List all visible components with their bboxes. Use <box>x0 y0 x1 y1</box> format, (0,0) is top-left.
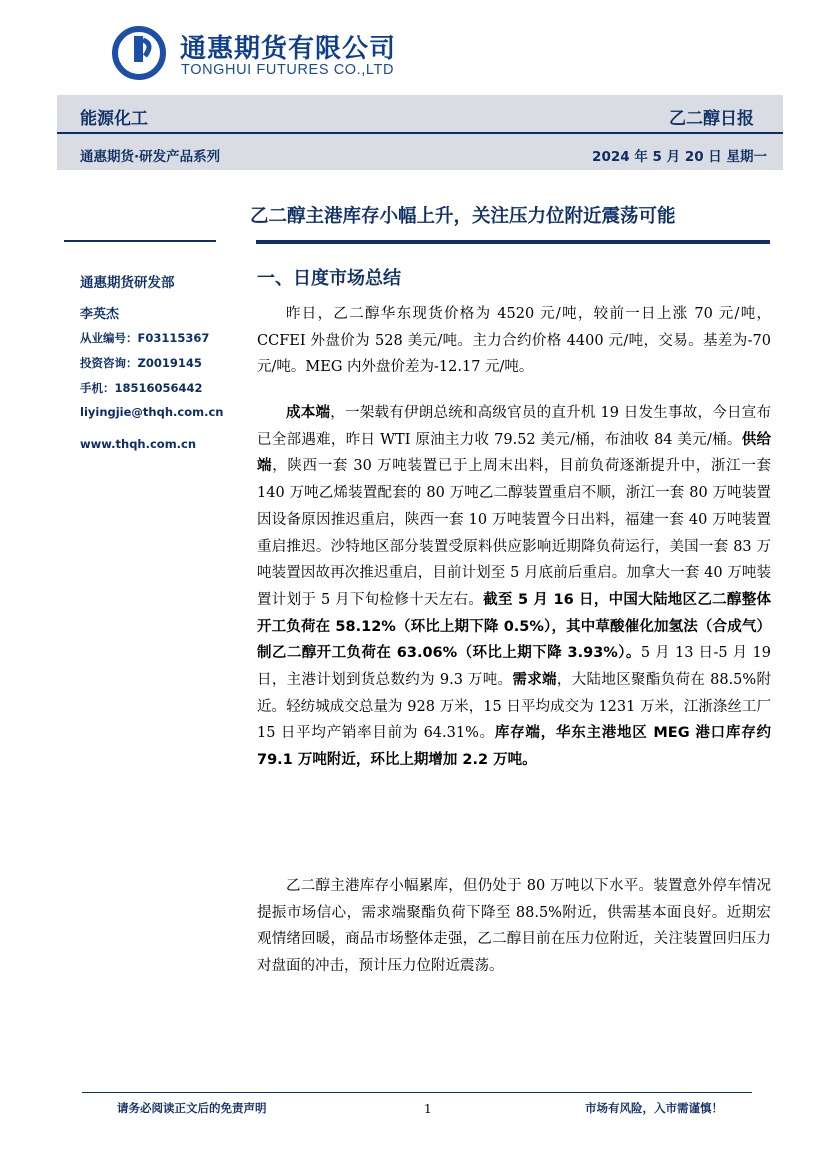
demand-label: 需求端 <box>512 672 557 689</box>
sidebar-analyst: 李英杰 <box>80 307 120 322</box>
section-heading: 一、日度市场总结 <box>257 268 401 289</box>
series-label: 通惠期货·研发产品系列 <box>80 149 221 165</box>
sector-label: 能源化工 <box>80 109 148 129</box>
paragraph-outlook: 乙二醇主港库存小幅累库，但仍处于 80 万吨以下水平。装置意外停车情况提振市场信心，需求端聚酯负荷下降至 88.5%附近，供需基本面良好。近期宏观情绪回暖，商品市场整体走强，乙二醇目前在压力位附近，关注装置回归压力对盘面的冲击，预计压力位附近震荡。 <box>257 878 771 975</box>
company-name-cn: 通惠期货有限公司 <box>180 34 397 64</box>
sidebar-practice-no: 从业编号：F03115367 <box>80 331 210 345</box>
sidebar-website[interactable]: www.thqh.com.cn <box>80 437 197 451</box>
report-type-label: 乙二醇日报 <box>669 109 754 129</box>
footer-divider <box>82 1092 752 1093</box>
supply-bold-text: 截至 5 月 16 日，中国大陆地区乙二醇整体开工负荷在 58.12%（环比上期下降 0.5%），其中草酸催化加氢法（合成气）制乙二醇开工负荷在 63.06%（环比上期下降 3.93%）。 <box>257 591 771 662</box>
footer-risk-warning: 市场有风险，入市需谨慎！ <box>585 1101 723 1115</box>
inventory-label: 库存端 <box>494 725 541 742</box>
supply-text: ，陕西一套 30 万吨装置已于上周末出料，目前负荷逐渐提升中，浙江一套 140 万吨乙烯装置配套的 80 万吨乙二醇装置重启不顺，浙江一套 80 万吨装置因设备原因推迟重启，陕西一套 10 万吨装置今日出料，福建一套 40 万吨装置重启推迟。沙特地区部分装置受原料供应影响近期降负荷运行，美国一套 83 万吨装置因故再次推迟重启，目前计划至 5 月底前后重启。加拿大一套 40 万吨装置计划于 5 月下旬检修十天左右。 <box>257 458 772 608</box>
report-title: 乙二醇主港库存小幅上升，关注压力位附近震荡可能 <box>250 206 676 227</box>
footer-disclaimer[interactable]: 请务必阅读正文后的免责声明 <box>117 1101 267 1115</box>
paragraph-market-summary: 昨日，乙二醇华东现货价格为 4520 元/吨，较前一日上涨 70 元/吨，CCFEI 外盘价为 528 美元/吨。主力合约价格 4400 元/吨，交易。基差为-70 元/吨。MEG 内外盘价差为-12.17 元/吨。 <box>257 306 771 376</box>
sidebar-department: 通惠期货研发部 <box>80 275 175 291</box>
sidebar-rule <box>64 240 216 242</box>
company-name-en: TONGHUI FUTURES CO.,LTD <box>181 62 395 78</box>
inventory-text: ，华东主港地区 MEG 港口库存约 79.1 万吨附近，环比上期增加 2.2 万吨。 <box>257 725 771 769</box>
company-logo-icon <box>112 26 166 80</box>
demand-text: ，大陆地区聚酯负荷在 88.5%附近。轻纺城成交总量为 928 万米，15 日平均成交为 1231 万米，江浙涤丝工厂 15 日平均产销率目前为 64.31%。 <box>257 672 772 742</box>
sidebar-phone: 手机：18516056442 <box>80 381 203 395</box>
title-rule <box>256 240 770 244</box>
supply-label: 供给端 <box>257 431 772 475</box>
sidebar-consult-no: 投资咨询：Z0019145 <box>80 356 202 370</box>
header-divider <box>57 132 783 134</box>
cost-text: ，一架载有伊朗总统和高级官员的直升机 19 日发生事故，今日宣布已全部遇难，昨日 WTI 原油主力收 79.52 美元/桶，布油收 84 美元/桶。 <box>257 405 771 448</box>
cost-label: 成本端 <box>286 405 331 421</box>
sidebar-email[interactable]: liyingjie@thqh.com.cn <box>80 405 224 419</box>
report-date: 2024 年 5 月 20 日 星期一 <box>592 149 767 165</box>
paragraph-fundamentals <box>257 400 771 774</box>
page-number: 1 <box>424 1102 432 1116</box>
supply-tail-text: 5 月 13 日-5 月 19 日，主港计划到货总数约为 9.3 万吨。 <box>257 645 771 689</box>
